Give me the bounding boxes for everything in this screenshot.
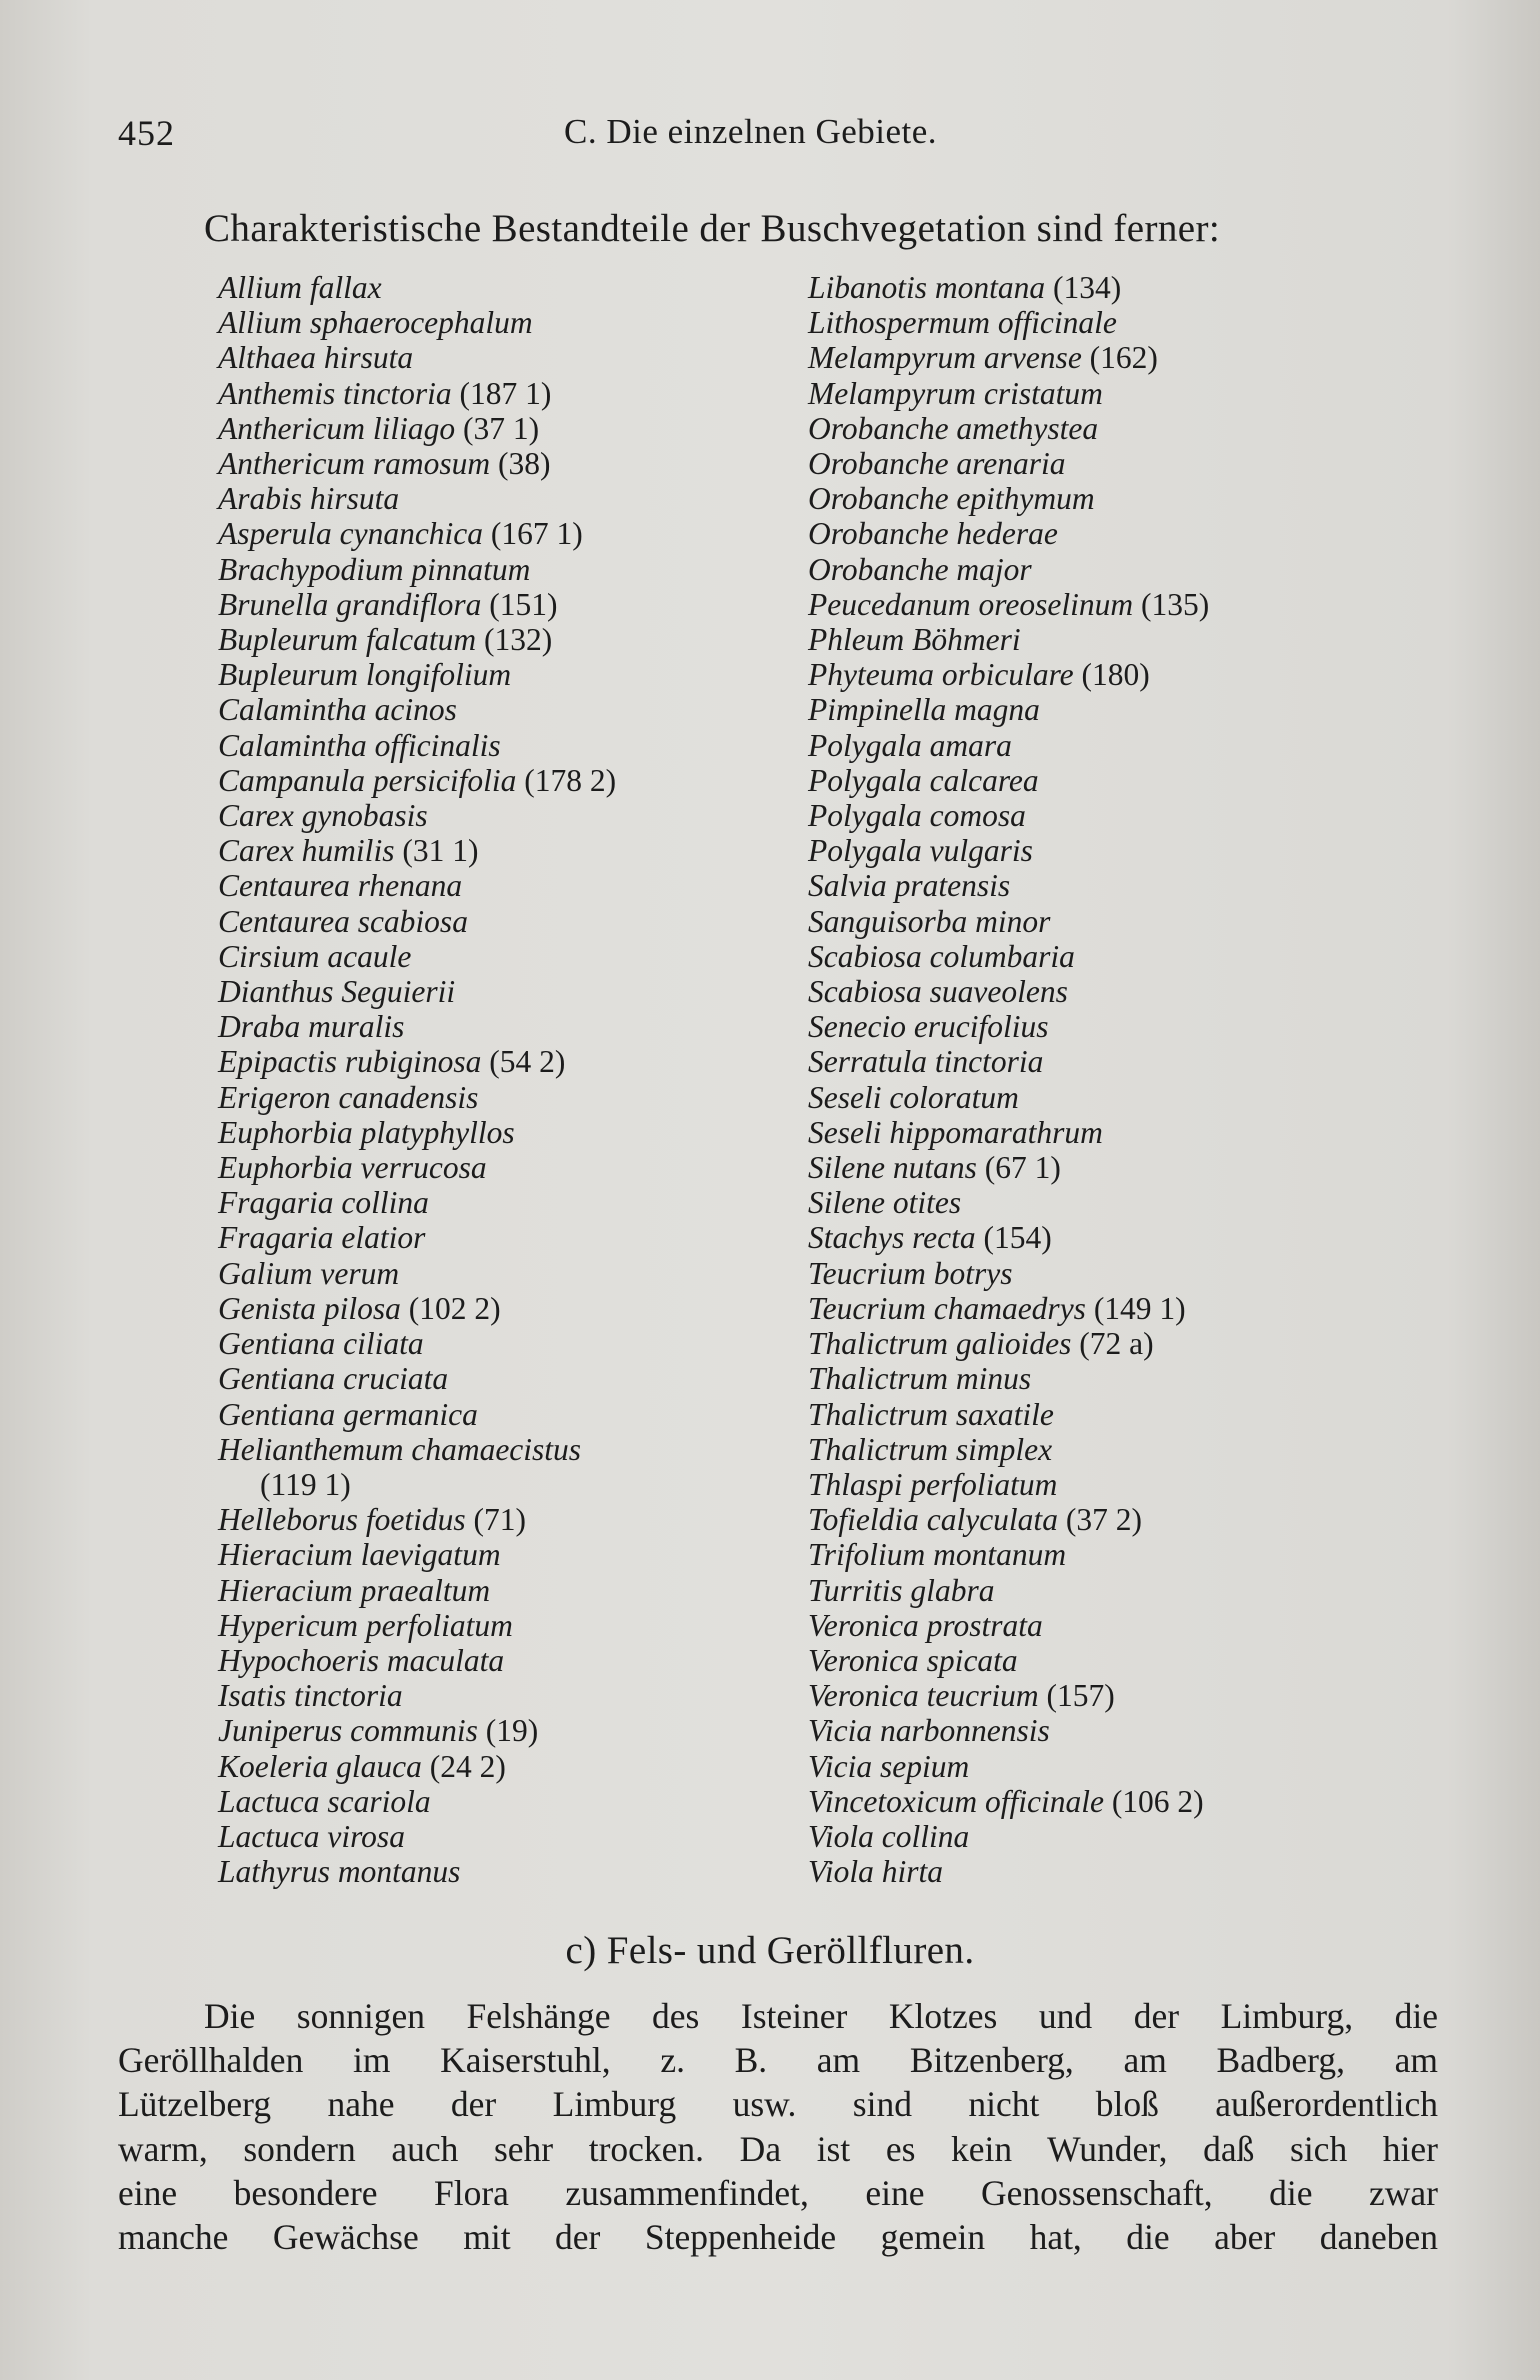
- species-entry: [808, 1502, 1209, 1537]
- species-entry: [218, 1749, 616, 1784]
- species-entry: [218, 1044, 616, 1079]
- body-line: eine besondere Flora zusammenfindet, eine Genossenschaft, die zwar: [118, 2172, 1438, 2213]
- species-name: Althaea hirsuta: [218, 340, 414, 376]
- species-name: Orobanche arenaria: [808, 446, 1066, 482]
- species-entry: [218, 657, 616, 692]
- species-name: Allium fallax: [218, 270, 382, 305]
- species-entry: [808, 1784, 1209, 1819]
- species-entry: [808, 411, 1209, 446]
- species-name: Allium sphaerocephalum: [218, 305, 533, 341]
- body-line: Die sonnigen Felshänge des Isteiner Klotzes und der Limburg, die: [204, 1996, 1438, 2036]
- list-intro: Charakteristische Bestandteile der Buschvegetation sind ferner:: [204, 207, 1221, 250]
- species-name: Teucrium chamaedrys: [808, 1290, 1086, 1326]
- species-entry: [808, 798, 1209, 833]
- species-entry: [218, 1784, 616, 1819]
- species-entry: [808, 1009, 1209, 1044]
- species-entry: [808, 1573, 1209, 1608]
- species-name: Fragaria collina: [218, 1185, 429, 1221]
- species-name: Sanguisorba minor: [808, 903, 1051, 939]
- species-name: Trifolium montanum: [808, 1537, 1067, 1573]
- species-name: Teucrium botrys: [808, 1255, 1013, 1291]
- species-name: Brunella grandiflora: [218, 586, 482, 622]
- figure-reference: (72 a): [1079, 1326, 1154, 1362]
- species-name: Juniperus communis: [218, 1713, 478, 1749]
- species-name: Lithospermum officinale: [808, 305, 1117, 341]
- species-name: Turritis glabra: [808, 1572, 995, 1608]
- species-name: Isatis tinctoria: [218, 1678, 403, 1714]
- species-entry: [218, 1361, 616, 1396]
- species-name: Vicia narbonnensis: [808, 1713, 1050, 1749]
- species-name: Polygala amara: [808, 727, 1012, 763]
- species-entry: [808, 1749, 1209, 1784]
- body-line: warm, sondern auch sehr trocken. Da ist es kein Wunder, daß sich hier: [118, 2128, 1438, 2169]
- species-entry: [808, 1185, 1209, 1220]
- species-name: Hypericum perfoliatum: [218, 1607, 513, 1643]
- species-name: Veronica spicata: [808, 1642, 1018, 1678]
- species-entry: [218, 974, 616, 1009]
- species-entry: [808, 1044, 1209, 1079]
- species-entry: [808, 552, 1209, 587]
- species-entry: [808, 1080, 1209, 1115]
- species-entry: [808, 1397, 1209, 1432]
- species-name: Fragaria elatior: [218, 1220, 426, 1256]
- species-entry: [808, 939, 1209, 974]
- species-entry: [808, 1608, 1209, 1643]
- figure-reference: (154): [983, 1220, 1052, 1256]
- species-entry: [218, 1854, 616, 1889]
- species-entry: [218, 1115, 616, 1150]
- species-name: Silene nutans: [808, 1150, 977, 1186]
- species-name: Anthemis tinctoria: [218, 375, 452, 411]
- species-entry: [808, 868, 1209, 903]
- species-entry: [808, 1220, 1209, 1255]
- species-entry: [808, 1643, 1209, 1678]
- page-header: [118, 112, 1438, 162]
- figure-reference: (102 2): [408, 1290, 501, 1326]
- species-entry: [218, 798, 616, 833]
- page-number: 452: [118, 113, 175, 153]
- species-entry: [808, 1150, 1209, 1185]
- species-name: Euphorbia verrucosa: [218, 1150, 487, 1186]
- species-entry: [218, 939, 616, 974]
- figure-reference: (19): [485, 1713, 539, 1749]
- species-name: Thalictrum minus: [808, 1361, 1032, 1397]
- species-name: Melampyrum arvense: [808, 340, 1082, 376]
- species-entry: [218, 1326, 616, 1361]
- species-name: Carex gynobasis: [218, 798, 428, 834]
- figure-reference: (157): [1046, 1678, 1115, 1714]
- species-name: Centaurea scabiosa: [218, 903, 468, 939]
- species-name: Peucedanum oreoselinum: [808, 586, 1134, 622]
- species-entry: [808, 1361, 1209, 1396]
- species-entry: [808, 1115, 1209, 1150]
- figure-reference: (38): [497, 446, 551, 482]
- species-name: Calamintha acinos: [218, 692, 457, 728]
- species-name: Draba muralis: [218, 1009, 405, 1045]
- species-entry: [218, 587, 616, 622]
- species-entry: [218, 1573, 616, 1608]
- species-entry: [808, 481, 1209, 516]
- species-entry: [808, 270, 1209, 305]
- species-name: Senecio erucifolius: [808, 1009, 1049, 1045]
- species-name: Dianthus Seguierii: [218, 974, 456, 1010]
- figure-reference: (106 2): [1111, 1783, 1204, 1819]
- species-name: Veronica teucrium: [808, 1678, 1039, 1714]
- species-name: Seseli coloratum: [808, 1079, 1019, 1115]
- species-name: Salvia pratensis: [808, 868, 1011, 904]
- species-name: Pimpinella magna: [808, 692, 1040, 728]
- figure-reference: (54 2): [489, 1044, 566, 1080]
- species-name: Galium verum: [218, 1255, 400, 1291]
- species-entry: [808, 1467, 1209, 1502]
- figure-reference: (149 1): [1093, 1290, 1186, 1326]
- species-entry: [218, 763, 616, 798]
- species-name: Orobanche amethystea: [808, 410, 1099, 446]
- figure-reference: (162): [1089, 340, 1158, 376]
- figure-reference: (180): [1081, 657, 1150, 693]
- species-entry: [218, 728, 616, 763]
- species-name: Anthericum ramosum: [218, 446, 491, 482]
- species-entry: [218, 1432, 616, 1467]
- running-head: C. Die einzelnen Gebiete.: [564, 112, 938, 151]
- species-entry: [218, 270, 616, 305]
- species-name: Centaurea rhenana: [218, 868, 463, 904]
- species-name: Hieracium praealtum: [218, 1572, 491, 1608]
- species-entry: [808, 1713, 1209, 1748]
- species-entry: [808, 1819, 1209, 1854]
- species-name: Brachypodium pinnatum: [218, 551, 531, 587]
- species-name: Gentiana germanica: [218, 1396, 478, 1432]
- species-name: Bupleurum longifolium: [218, 657, 512, 693]
- species-name: Phleum Böhmeri: [808, 622, 1021, 658]
- species-name: Hypochoeris maculata: [218, 1642, 505, 1678]
- species-entry: [218, 1080, 616, 1115]
- species-entry: [808, 516, 1209, 551]
- figure-reference: (132): [483, 622, 553, 658]
- species-name: Thalictrum simplex: [808, 1431, 1053, 1467]
- species-entry: [218, 692, 616, 727]
- species-entry: [218, 552, 616, 587]
- figure-reference: (71): [473, 1502, 526, 1538]
- species-name: Koeleria glauca: [218, 1748, 422, 1784]
- species-name: Hieracium laevigatum: [218, 1537, 501, 1573]
- species-entry: [218, 904, 616, 939]
- species-entry: [218, 516, 616, 551]
- species-entry: [218, 1819, 616, 1854]
- section-heading: c) Fels- und Geröllfluren.: [565, 1929, 975, 1972]
- species-entry: [218, 1291, 616, 1326]
- species-name: Cirsium acaule: [218, 938, 412, 974]
- species-entry: [218, 1150, 616, 1185]
- figure-reference: (31 1): [402, 833, 479, 869]
- species-entry: [218, 1608, 616, 1643]
- figure-reference: (135): [1141, 586, 1210, 622]
- species-name: Bupleurum falcatum: [218, 622, 477, 658]
- species-entry: [218, 1256, 616, 1291]
- figure-reference: (151): [489, 586, 558, 622]
- species-entry: [808, 1326, 1209, 1361]
- species-name: Seseli hippomarathrum: [808, 1114, 1103, 1150]
- species-entry: [808, 446, 1209, 481]
- species-entry: [218, 376, 616, 411]
- figure-reference: (37 1): [462, 410, 540, 446]
- species-name: Gentiana cruciata: [218, 1361, 449, 1397]
- figure-reference: (134): [1053, 270, 1122, 305]
- species-name: Carex humilis: [218, 833, 395, 869]
- species-name: Melampyrum cristatum: [808, 375, 1103, 411]
- species-entry: [808, 587, 1209, 622]
- species-entry: [218, 1220, 616, 1255]
- section-body: [118, 1994, 1438, 2259]
- species-entry: [218, 622, 616, 657]
- species-entry: [218, 1467, 616, 1502]
- species-name: Polygala comosa: [808, 798, 1026, 834]
- species-name: Serratula tinctoria: [808, 1044, 1044, 1080]
- species-entry: [808, 1537, 1209, 1572]
- species-list-right: [808, 270, 1209, 1889]
- body-line: manche Gewächse mit der Steppenheide gemein hat, die aber daneben: [118, 2217, 1438, 2258]
- species-name: Calamintha officinalis: [218, 727, 501, 763]
- species-entry: [808, 622, 1209, 657]
- species-entry: [218, 481, 616, 516]
- species-name: Gentiana ciliata: [218, 1326, 424, 1362]
- species-name: Lathyrus montanus: [218, 1854, 461, 1890]
- species-entry: [218, 1009, 616, 1044]
- species-entry: [808, 340, 1209, 375]
- species-name: Libanotis montana: [808, 270, 1046, 305]
- species-name: Silene otites: [808, 1185, 962, 1221]
- species-entry: [218, 340, 616, 375]
- species-name: Genista pilosa: [218, 1290, 401, 1326]
- species-name: Lactuca scariola: [218, 1783, 431, 1819]
- figure-reference: (119 1): [260, 1466, 351, 1502]
- species-name: Euphorbia platyphyllos: [218, 1114, 515, 1150]
- figure-reference: (24 2): [429, 1748, 506, 1784]
- species-entry: [808, 305, 1209, 340]
- species-entry: [808, 974, 1209, 1009]
- species-entry: [218, 868, 616, 903]
- figure-reference: (178 2): [524, 762, 617, 798]
- species-name: Stachys recta: [808, 1220, 976, 1256]
- body-line: Geröllhalden im Kaiserstuhl, z. B. am Bitzenberg, am Badberg, am: [118, 2040, 1438, 2081]
- species-name: Veronica prostrata: [808, 1607, 1043, 1643]
- species-entry: [218, 446, 616, 481]
- species-entry: [808, 728, 1209, 763]
- species-list-left: [218, 270, 616, 1889]
- species-entry: [808, 904, 1209, 939]
- species-name: Scabiosa suaveolens: [808, 974, 1068, 1010]
- species-entry: [808, 1291, 1209, 1326]
- species-entry: [808, 1256, 1209, 1291]
- species-name: Vincetoxicum officinale: [808, 1783, 1104, 1819]
- species-name: Campanula persicifolia: [218, 762, 517, 798]
- species-entry: [218, 1397, 616, 1432]
- species-name: Orobanche epithymum: [808, 481, 1095, 517]
- species-name: Anthericum liliago: [218, 410, 456, 446]
- species-entry: [808, 1678, 1209, 1713]
- species-entry: [808, 1854, 1209, 1889]
- species-entry: [808, 763, 1209, 798]
- species-name: Epipactis rubiginosa: [218, 1044, 482, 1080]
- species-name: Viola hirta: [808, 1854, 944, 1890]
- body-line: Lützelberg nahe der Limburg usw. sind nicht bloß außerordentlich: [118, 2084, 1438, 2125]
- species-entry: [218, 1713, 616, 1748]
- species-entry: [218, 833, 616, 868]
- species-entry: [808, 376, 1209, 411]
- species-name: Polygala vulgaris: [808, 833, 1033, 869]
- species-entry: [218, 411, 616, 446]
- figure-reference: (37 2): [1065, 1502, 1142, 1538]
- species-name: Helleborus foetidus: [218, 1502, 466, 1538]
- figure-reference: (67 1): [984, 1150, 1061, 1186]
- species-entry: [218, 1185, 616, 1220]
- species-entry: [218, 1643, 616, 1678]
- species-name: Thlaspi perfoliatum: [808, 1466, 1058, 1502]
- species-entry: [808, 1432, 1209, 1467]
- species-name: Scabiosa columbaria: [808, 938, 1075, 974]
- species-entry: [218, 1537, 616, 1572]
- species-entry: [218, 305, 616, 340]
- species-name: Thalictrum galioides: [808, 1326, 1072, 1362]
- species-entry: [218, 1678, 616, 1713]
- species-name: Polygala calcarea: [808, 762, 1039, 798]
- species-name: Asperula cynanchica: [218, 516, 484, 552]
- species-name: Tofieldia calyculata: [808, 1502, 1058, 1538]
- species-name: Arabis hirsuta: [218, 481, 400, 517]
- species-name: Vicia sepium: [808, 1748, 970, 1784]
- species-entry: [218, 1502, 616, 1537]
- species-name: Orobanche hederae: [808, 516, 1058, 552]
- figure-reference: (187 1): [459, 375, 552, 411]
- species-name: Orobanche major: [808, 551, 1032, 587]
- species-entry: [808, 692, 1209, 727]
- species-entry: [808, 833, 1209, 868]
- species-name: Phyteuma orbiculare: [808, 657, 1074, 693]
- figure-reference: (167 1): [490, 516, 583, 552]
- species-name: Erigeron canadensis: [218, 1079, 479, 1115]
- species-name: Lactuca virosa: [218, 1818, 405, 1854]
- species-name: Helianthemum chamaecistus: [218, 1431, 582, 1467]
- species-name: Viola collina: [808, 1818, 970, 1854]
- species-entry: [808, 657, 1209, 692]
- species-name: Thalictrum saxatile: [808, 1396, 1054, 1432]
